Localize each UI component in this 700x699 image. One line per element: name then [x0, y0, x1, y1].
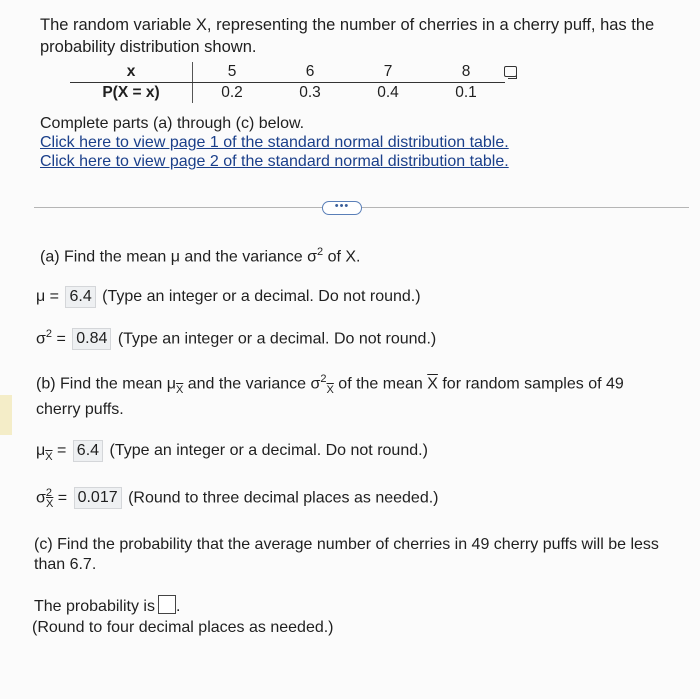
p-value: 0.4 — [377, 84, 399, 101]
p-value: 0.2 — [221, 84, 243, 101]
problem-intro: The random variable X, representing the number of cherries in a cherry puff, has the probability distribution shown. — [40, 16, 655, 56]
distribution-table — [70, 62, 505, 103]
more-options-button[interactable]: ••• — [322, 201, 362, 215]
p-row-header: P(X = x) — [70, 83, 193, 104]
part-a-mean-row: μ = 6.4 (Type an integer or a decimal. Do not round.) — [36, 286, 421, 308]
mean-answer-field[interactable]: 6.4 — [65, 286, 95, 308]
x-row-header: x — [70, 62, 193, 83]
part-b-mean-row: $\mu_{\overline{X}} = 6.4$ (Type an integer or a decimal. Do not round.) — [36, 442, 428, 463]
part-a-variance-row: $\sigma^2 = 0.84$ (Type an integer or a decimal. Do not round.) — [36, 328, 436, 350]
part-b-question: (b) Find the mean $\mu_{\overline{X}}$ and the variance $\sigma^2_{\overline{X}}$ of the mean $\overline{X}$ for random samples of 49 — [36, 373, 624, 397]
left-edge-marker — [0, 395, 12, 435]
copy-table-icon[interactable] — [504, 66, 517, 77]
variance-answer-field[interactable]: 0.84 — [72, 328, 111, 350]
part-b-variance-row: $\sigma^2_{\overline{X}} = 0.017$ (Round to three decimal places as needed.) — [36, 487, 439, 511]
sample-mean-answer-field[interactable]: 6.4 — [73, 440, 103, 462]
x-value: 7 — [349, 62, 427, 83]
x-value: 6 — [271, 62, 349, 83]
part-c-answer-row: The probability is . — [34, 595, 180, 616]
x-value: 5 — [193, 62, 272, 83]
p-value: 0.1 — [455, 84, 477, 101]
part-a-question: (a) Find the mean μ and the variance $\sigma^2$ of X. — [40, 246, 361, 266]
probability-answer-field[interactable] — [158, 595, 176, 614]
part-c-question: (c) Find the probability that the average number of cherries in 49 cherry puffs will be less than 6.7. — [34, 536, 659, 573]
normal-table-page2-link[interactable]: Click here to view page 2 of the standard normal distribution table. — [40, 153, 509, 170]
part-c-round-hint: (Round to four decimal places as needed.) — [32, 619, 334, 636]
sample-variance-answer-field[interactable]: 0.017 — [74, 487, 122, 509]
part-b-question-line2: cherry puffs. — [36, 401, 124, 418]
x-value: 8 — [427, 62, 505, 83]
p-value: 0.3 — [299, 84, 321, 101]
normal-table-page1-link[interactable]: Click here to view page 1 of the standard normal distribution table. — [40, 134, 509, 151]
complete-instruction: Complete parts (a) through (c) below. — [40, 115, 305, 132]
